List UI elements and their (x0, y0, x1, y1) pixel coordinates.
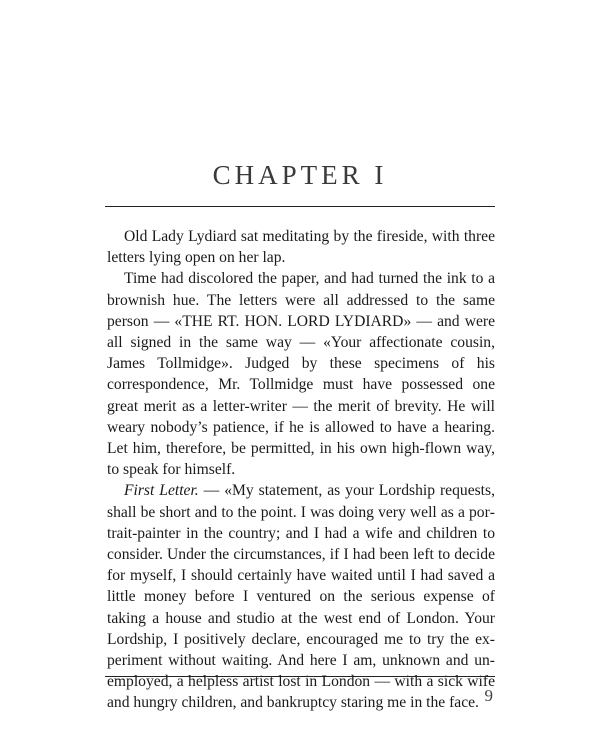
paragraph-text: Time had discolored the paper, and had turned the ink to a brownish hue. The letters were all addressed to the same person — «THE RT. HON. LORD LYDIARD» — and were all signed in the same way — «Your affectionate cousin, James Tollmidge». Judged by these specimens of his correspondence, Mr. Tollmidge must have possessed one great merit as a letter-writer — the merit of brevity. He will weary nobody’s patience, if he is allowed to have a hearing. Let him, therefore, be permitted, in his own high-flown way, to speak for himself. (107, 270, 495, 479)
footer-rule (105, 676, 495, 677)
header-rule (105, 206, 495, 207)
page-number: 9 (484, 686, 493, 705)
paragraph (107, 226, 495, 268)
paragraph-text: Old Lady Lydiard sat meditating by the fireside, with three letters lying open on her lap. (107, 228, 495, 267)
paragraph (107, 268, 495, 480)
letter-heading: First Letter. (124, 482, 199, 500)
chapter-title: CHAPTER I (212, 160, 388, 190)
paragraph (107, 480, 495, 713)
chapter-body (107, 226, 495, 714)
paragraph-text: — «My statement, as your Lordship requests, shall be short and to the point. I was doing very well as a portrait-painter in the country; and I had a wife and children to consider. Under the circumstances, if I had been left to decide for myself, I should certainly have waited until I had saved a little money before I ventured on the serious expense of taking a house and studio at the west end of London. Your Lordship, I positively declare, encouraged me to try the experiment without waiting. And here I am, unknown and unemployed, a helpless artist lost in London — with a sick wife and hungry children, and bankruptcy staring me in the face. (107, 482, 495, 712)
